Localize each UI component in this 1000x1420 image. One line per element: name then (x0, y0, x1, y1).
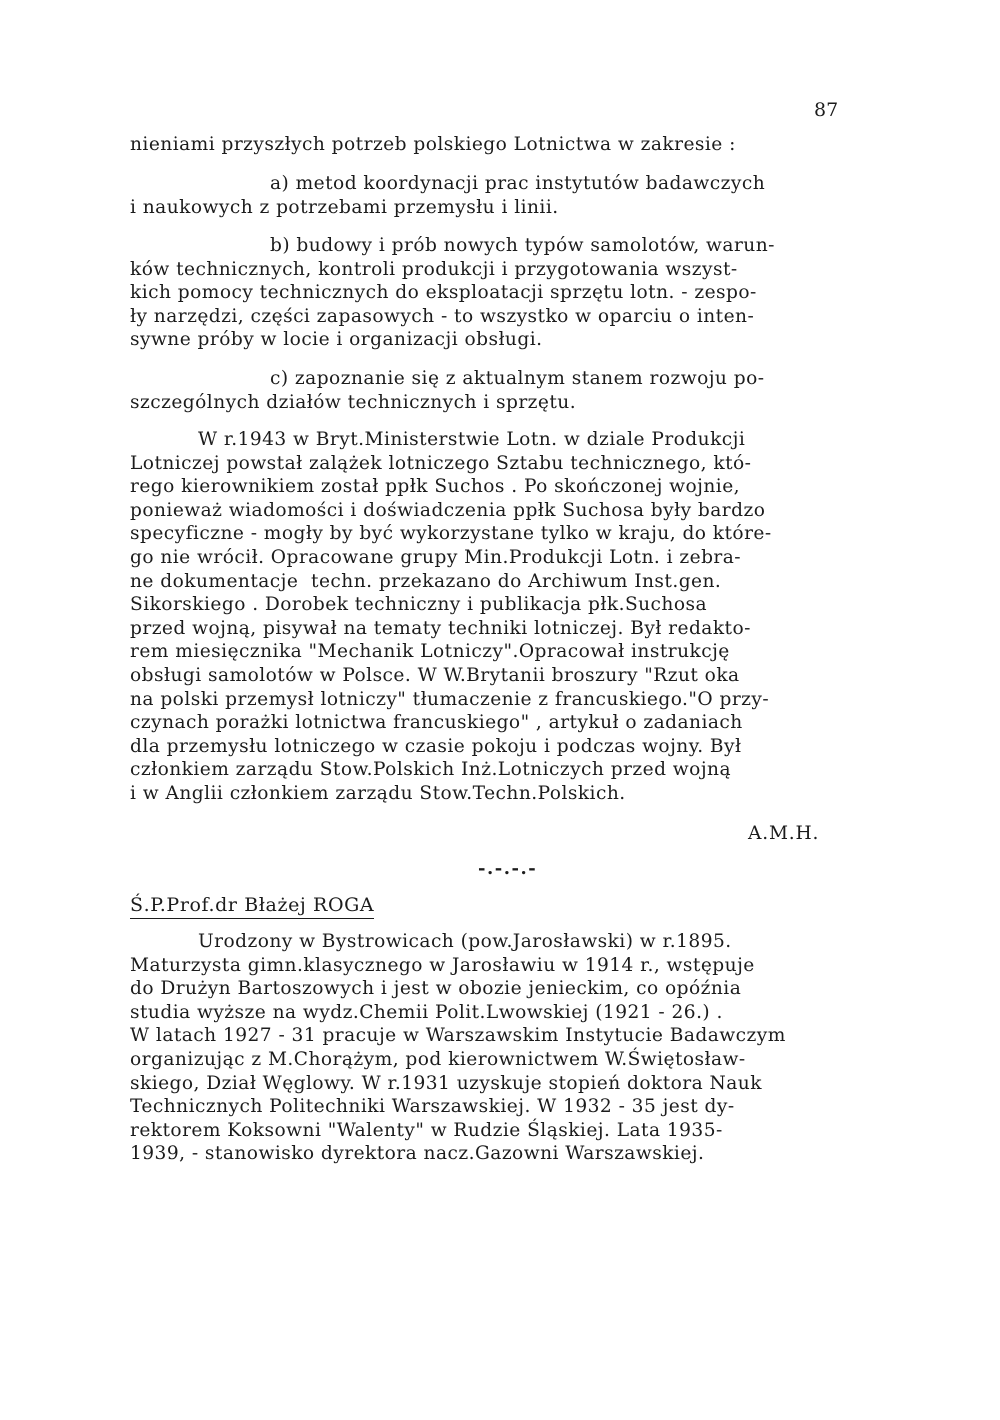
obituary-heading: Ś.P.Prof.dr Błażej ROGA (130, 893, 374, 919)
main-paragraph (130, 428, 890, 806)
text-line: czynach porażki lotnictwa francuskiego" , artykuł o zadaniach (130, 712, 743, 734)
text-line: Technicznych Politechniki Warszawskiej. W 1932 - 35 jest dy- (130, 1096, 735, 1118)
text-line: nieniami przyszłych potrzeb polskiego Lotnictwa w zakresie : (130, 134, 736, 155)
text-line: Sikorskiego . Dorobek techniczny i publikacja płk.Suchosa (130, 594, 708, 616)
text-line: rego kierownikiem został ppłk Suchos . Po skończonej wojnie, (130, 476, 741, 498)
text-line: studia wyższe na wydz.Chemii Polit.Lwowskiej (1921 - 26.) . (130, 1001, 723, 1023)
item-c (130, 367, 890, 414)
text-line: b) budowy i prób nowych typów samolotów, warun- (270, 235, 775, 256)
text-line: 1939, - stanowisko dyrektora nacz.Gazowni Warszawskiej. (130, 1143, 705, 1165)
text-line: W latach 1927 - 31 pracuje w Warszawskim Instytucie Badawczym (130, 1025, 786, 1047)
text-line: a) metod koordynacji prac instytutów badawczych (270, 173, 766, 194)
text-line: W r.1943 w Bryt.Ministerstwie Lotn. w dziale Produkcji (198, 429, 746, 450)
text-line: sywne próby w locie i organizacji obsługi. (130, 329, 543, 351)
obituary-paragraph (130, 930, 890, 1166)
text-line: Urodzony w Bystrowicach (pow.Jarosławski) w r.1895. (198, 931, 732, 952)
text-line: c) zapoznanie się z aktualnym stanem rozwoju po- (270, 368, 765, 389)
item-b (130, 234, 890, 352)
text-line: do Drużyn Bartoszowych i jest w obozie jenieckim, co opóźnia (130, 978, 742, 1000)
page-number: 87 (814, 99, 839, 121)
text-line: obsługi samolotów w Polsce. W W.Brytanii broszury "Rzut oka (130, 664, 740, 686)
section-separator: -.-.-.- (478, 858, 538, 879)
text-line: organizując z M.Chorążym, pod kierownictwem W.Świętosław- (130, 1048, 746, 1070)
text-line: kich pomocy technicznych do eksploatacji sprzętu lotn. - zespo- (130, 282, 757, 304)
author-signature: A.M.H. (748, 823, 820, 844)
text-line: Maturzysta gimn.klasycznego w Jarosławiu w 1914 r., wstępuje (130, 954, 755, 976)
text-line: członkiem zarządu Stow.Polskich Inż.Lotniczych przed wojną (130, 759, 731, 781)
text-line: ków technicznych, kontroli produkcji i przygotowania wszyst- (130, 258, 738, 280)
text-line: ły narzędzi, części zapasowych - to wszystko w oparciu o inten- (130, 305, 755, 327)
text-line: dla przemysłu lotniczego w czasie pokoju i podczas wojny. Był (130, 735, 742, 757)
text-line: ponieważ wiadomości i doświadczenia ppłk Suchosa były bardzo (130, 499, 766, 521)
item-a (130, 172, 890, 219)
text-line: i w Anglii członkiem zarządu Stow.Techn.Polskich. (130, 782, 626, 804)
text-line: ne dokumentacje techn. przekazano do Archiwum Inst.gen. (130, 570, 722, 592)
text-line: skiego, Dział Węglowy. W r.1931 uzyskuje stopień doktora Nauk (130, 1072, 762, 1094)
text-line: i naukowych z potrzebami przemysłu i linii. (130, 196, 559, 218)
text-line: Lotniczej powstał zalążek lotniczego Sztabu technicznego, któ- (130, 452, 752, 474)
text-line: szczególnych działów technicznych i sprzętu. (130, 391, 577, 413)
intro-line (130, 133, 890, 157)
text-line: na polski przemysł lotniczy" tłumaczenie z francuskiego."O przy- (130, 688, 770, 710)
text-line: specyficzne - mogły by być wykorzystane tylko w kraju, do które- (130, 523, 772, 545)
text-line: rektorem Koksowni "Walenty" w Rudzie Śląskiej. Lata 1935- (130, 1119, 723, 1141)
text-line: przed wojną, pisywał na tematy techniki lotniczej. Był redakto- (130, 617, 751, 639)
text-line: go nie wrócił. Opracowane grupy Min.Produkcji Lotn. i zebra- (130, 546, 742, 568)
text-line: rem miesięcznika "Mechanik Lotniczy".Opracował instrukcję (130, 641, 730, 663)
